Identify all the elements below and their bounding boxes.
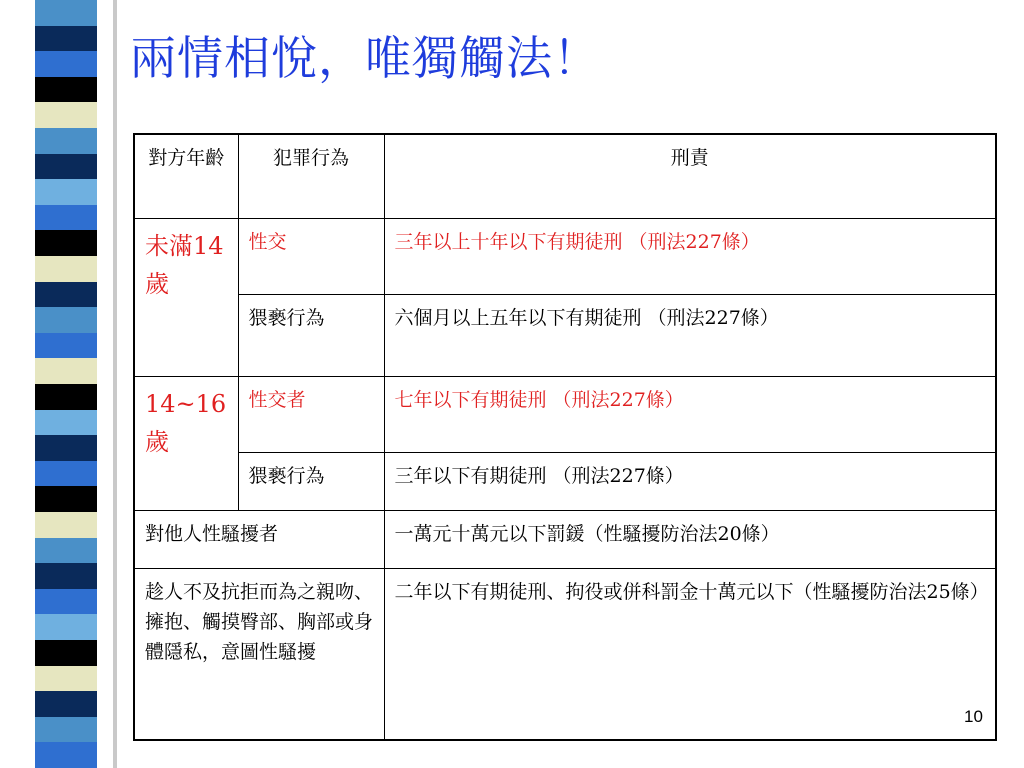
penalty-cell: 三年以下有期徒刑 （刑法227條） bbox=[384, 452, 996, 510]
stripe-band bbox=[35, 691, 97, 718]
stripe-band bbox=[35, 384, 97, 411]
stripe-band bbox=[35, 640, 97, 667]
stripe-band bbox=[35, 742, 97, 768]
table-row bbox=[134, 294, 996, 376]
penalty-cell: 三年以上十年以下有期徒刑 （刑法227條） bbox=[384, 218, 996, 294]
stripe-band bbox=[35, 256, 97, 283]
stripe-band bbox=[35, 435, 97, 462]
stripe-band bbox=[35, 0, 97, 27]
decorative-stripe bbox=[35, 0, 97, 768]
penalty-cell: 六個月以上五年以下有期徒刑 （刑法227條） bbox=[384, 294, 996, 376]
stripe-band bbox=[35, 51, 97, 78]
stripe-band bbox=[35, 282, 97, 309]
decorative-line bbox=[113, 0, 117, 768]
stripe-band bbox=[35, 717, 97, 744]
stripe-band bbox=[35, 614, 97, 641]
table-row bbox=[134, 452, 996, 510]
table-row bbox=[134, 568, 996, 740]
stripe-band bbox=[35, 230, 97, 257]
stripe-band bbox=[35, 512, 97, 539]
header-penalty: 刑責 bbox=[384, 134, 996, 218]
stripe-band bbox=[35, 128, 97, 155]
stripe-band bbox=[35, 666, 97, 693]
penalty-cell: 七年以下有期徒刑 （刑法227條） bbox=[384, 376, 996, 452]
stripe-band bbox=[35, 102, 97, 129]
stripe-band bbox=[35, 563, 97, 590]
stripe-band bbox=[35, 77, 97, 104]
stripe-band bbox=[35, 333, 97, 360]
page-number: 10 bbox=[964, 707, 983, 726]
behavior-cell: 性交 bbox=[238, 218, 384, 294]
slide-title: 兩情相悅，唯獨觸法！ bbox=[130, 31, 600, 85]
table-row bbox=[134, 218, 996, 294]
stripe-band bbox=[35, 538, 97, 565]
stripe-band bbox=[35, 410, 97, 437]
table-row bbox=[134, 376, 996, 452]
behavior-cell: 猥褻行為 bbox=[238, 294, 384, 376]
stripe-band bbox=[35, 358, 97, 385]
stripe-band bbox=[35, 205, 97, 232]
penalty-cell: 一萬元十萬元以下罰鍰（性騷擾防治法20條） bbox=[384, 510, 996, 568]
stripe-band bbox=[35, 26, 97, 53]
stripe-band bbox=[35, 589, 97, 616]
age-under-14: 未滿14歲 bbox=[134, 218, 238, 376]
table-row bbox=[134, 510, 996, 568]
behavior-cell: 對他人性騷擾者 bbox=[134, 510, 384, 568]
age-14-16: 14~16歲 bbox=[134, 376, 238, 510]
stripe-band bbox=[35, 307, 97, 334]
table-header-row bbox=[134, 134, 996, 218]
behavior-cell: 性交者 bbox=[238, 376, 384, 452]
header-age: 對方年齡 bbox=[134, 134, 238, 218]
penalty-table bbox=[133, 133, 997, 741]
stripe-band bbox=[35, 486, 97, 513]
stripe-band bbox=[35, 154, 97, 181]
stripe-band bbox=[35, 179, 97, 206]
header-behavior: 犯罪行為 bbox=[238, 134, 384, 218]
behavior-cell: 趁人不及抗拒而為之親吻、擁抱、觸摸臀部、胸部或身體隱私，意圖性騷擾 bbox=[134, 568, 384, 740]
stripe-band bbox=[35, 461, 97, 488]
penalty-cell: 二年以下有期徒刑、拘役或併科罰金十萬元以下（性騷擾防治法25條） bbox=[384, 568, 996, 740]
behavior-cell: 猥褻行為 bbox=[238, 452, 384, 510]
